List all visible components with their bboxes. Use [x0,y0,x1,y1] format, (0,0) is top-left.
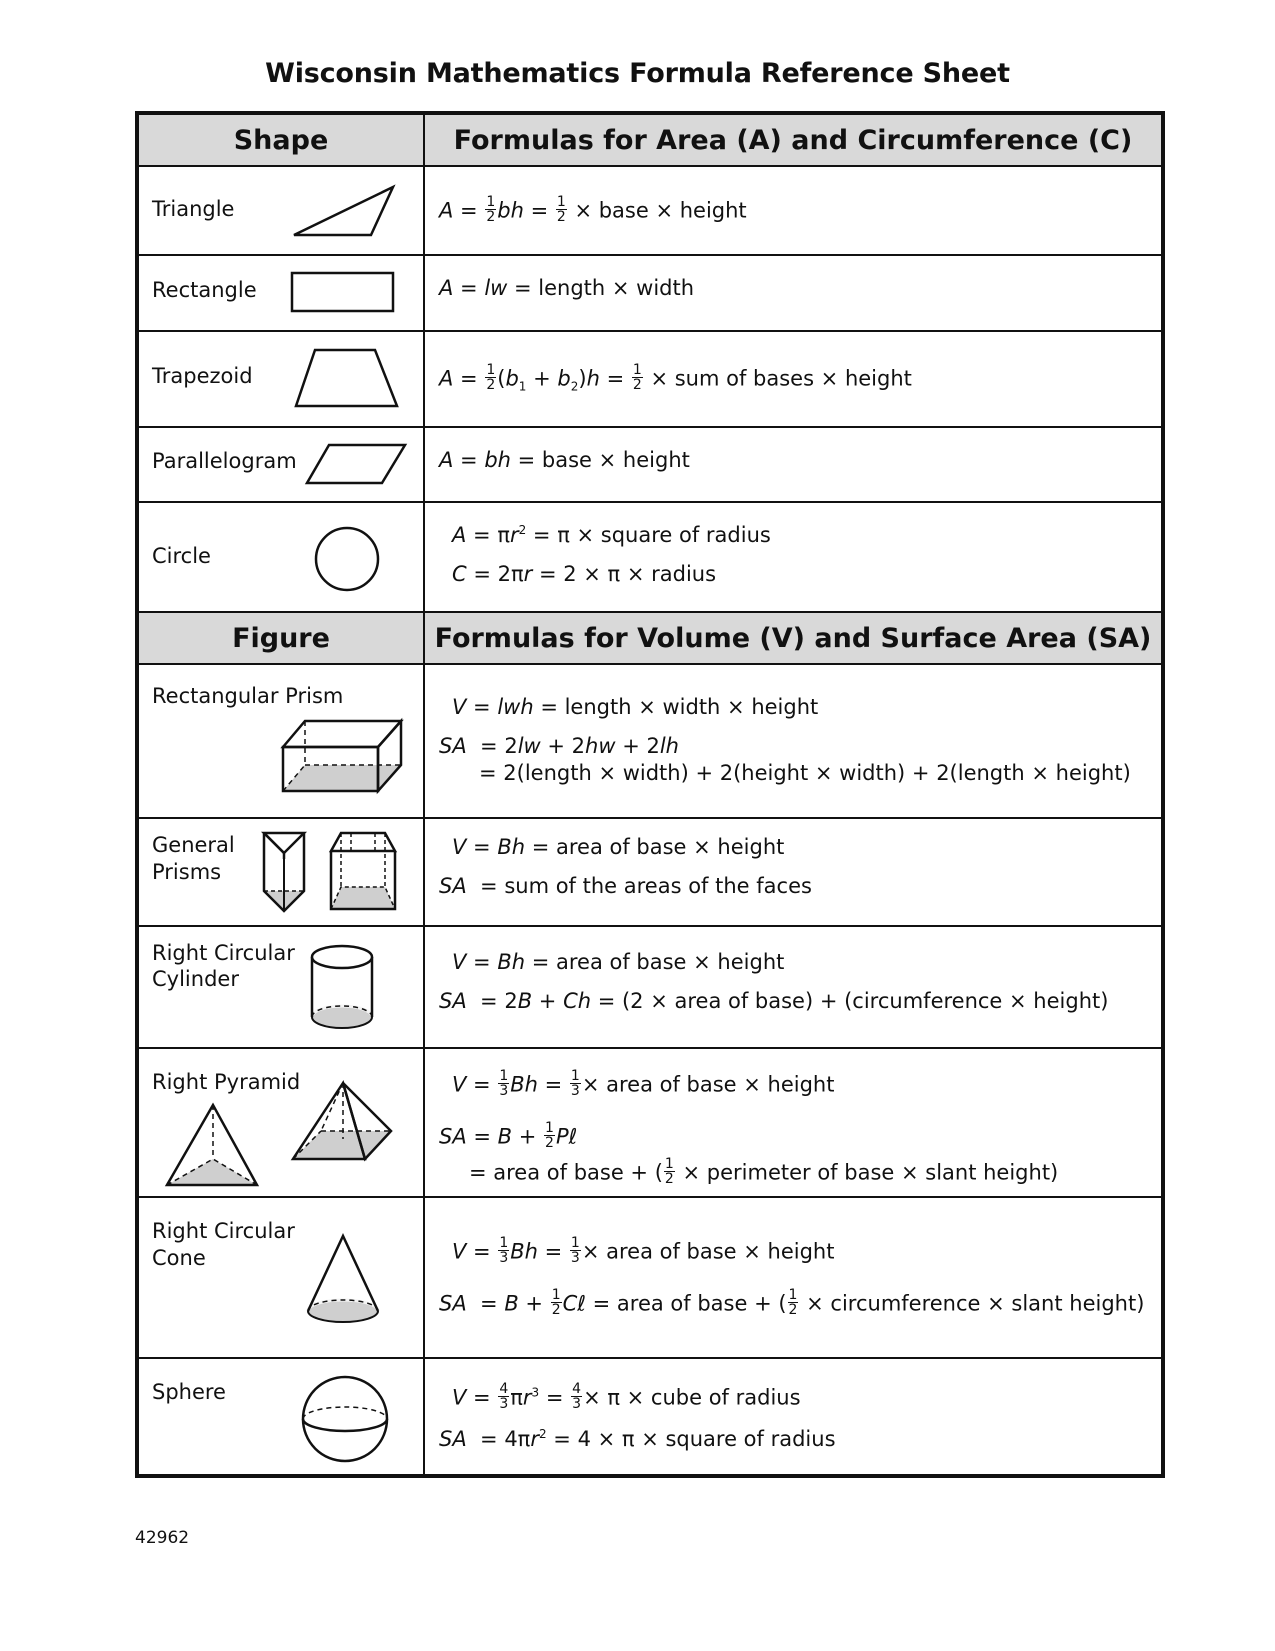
cone-row [137,1197,1163,1358]
area-formulas-header: Formulas for Area (A) and Circumference (C) [424,113,1163,166]
rectangle-formula: A = lw = length × width [439,276,695,300]
figure-header: Figure [137,612,424,664]
parallelogram-formula: A = bh = base × height [439,448,690,472]
shape-header: Shape [137,113,424,166]
cone-icon [305,1232,385,1332]
prism-sa-expanded: = 2(length × width) + 2(height × width) + 2(length × height) [479,761,1131,785]
rect-prism-row [137,664,1163,818]
cylinder-label-1: Right Circular [152,941,295,965]
cylinder-label-2: Cylinder [152,967,239,991]
formula-table [135,111,1165,1478]
cone-label-2: Cone [152,1246,206,1270]
sphere-sa-formula: SA = $4\pi r^2 = 4 \times \pi$ × square of radius [439,1427,836,1451]
cone-sa-formula: SA = B + $\frac{1}{2}$ Cℓ = area of base + ( $\frac{1}{2}$ × circumference × slant height) [439,1287,1145,1318]
general-prisms-icon [259,829,419,915]
cone-label-1: Right Circular [152,1219,295,1243]
triangle-label: Triangle [152,197,235,221]
circle-label: Circle [152,544,211,568]
parallelogram-icon [304,442,409,488]
rect-prism-label: Rectangular Prism [152,684,344,708]
trapezoid-icon [293,346,403,412]
rectangle-row [137,255,1163,331]
general-prisms-row [137,818,1163,926]
volume-header-row [137,612,1163,664]
area-header-row [137,113,1163,166]
cylinder-icon [309,943,379,1033]
circle-row [137,502,1163,612]
sphere-label: Sphere [152,1380,226,1404]
pyramid-label: Right Pyramid [152,1070,301,1094]
trapezoid-label: Trapezoid [152,364,253,388]
trapezoid-formula: A = $\frac{1}{2}$ $(b_1 + b_2)h$ = $\frac{1}{2}$ × sum of bases × height [439,362,912,394]
sphere-row [137,1358,1163,1476]
document-code: 42962 [135,1528,190,1548]
rectangle-label: Rectangle [152,278,257,302]
pyramid-row [137,1048,1163,1197]
cylinder-sa-formula: SA = 2B + Ch = (2 × area of base) + (circumference × height) [439,989,1109,1013]
pyramid-icon [163,1079,418,1194]
general-prisms-label-1: General [152,833,235,857]
sphere-icon [299,1373,395,1465]
prism-volume-formula: V = lwh = length × width × height [452,695,819,719]
circle-circumference-formula: C = 2πr = 2 × π × radius [452,562,717,586]
pyramid-sa-formula: SA = B + $\frac{1}{2}$ Pℓ [439,1120,578,1151]
sphere-volume-formula: V = $\frac{4}{3}$ $\pi r^3$ = $\frac{4}{3}$ × π × cube of radius [452,1381,801,1412]
cone-volume-formula: V = $\frac{1}{3}$ Bh = $\frac{1}{3}$ × area of base × height [452,1235,835,1266]
parallelogram-label: Parallelogram [152,449,297,473]
cylinder-volume-formula: V = Bh = area of base × height [452,950,785,974]
cylinder-row [137,926,1163,1048]
parallelogram-row [137,427,1163,502]
triangle-icon [289,183,399,243]
pyramid-volume-formula: V = $\frac{1}{3}$ Bh = $\frac{1}{3}$ × area of base × height [452,1068,835,1099]
circle-area-formula: $A = \pi r^2 = \pi$ × square of radius [452,523,771,547]
page-title: Wisconsin Mathematics Formula Reference Sheet [265,58,1010,89]
triangle-row [137,166,1163,255]
general-volume-formula: V = Bh = area of base × height [452,835,785,859]
prism-sa-formula: SA = 2lw + 2hw + 2lh [439,734,679,758]
trapezoid-row [137,331,1163,427]
general-prisms-label-2: Prisms [152,860,222,884]
volume-formulas-header: Formulas for Volume (V) and Surface Area (SA) [424,612,1163,664]
circle-icon [313,525,383,595]
triangle-formula: A = $\frac{1}{2}$ bh = $\frac{1}{2}$ × base × height [439,194,747,225]
general-sa-formula: SA = sum of the areas of the faces [439,874,812,898]
rectangle-icon [289,270,399,316]
pyramid-sa-expanded: = area of base + ( $\frac{1}{2}$ × perimeter of base × slant height) [469,1156,1059,1187]
rectangular-prism-icon [279,717,409,797]
